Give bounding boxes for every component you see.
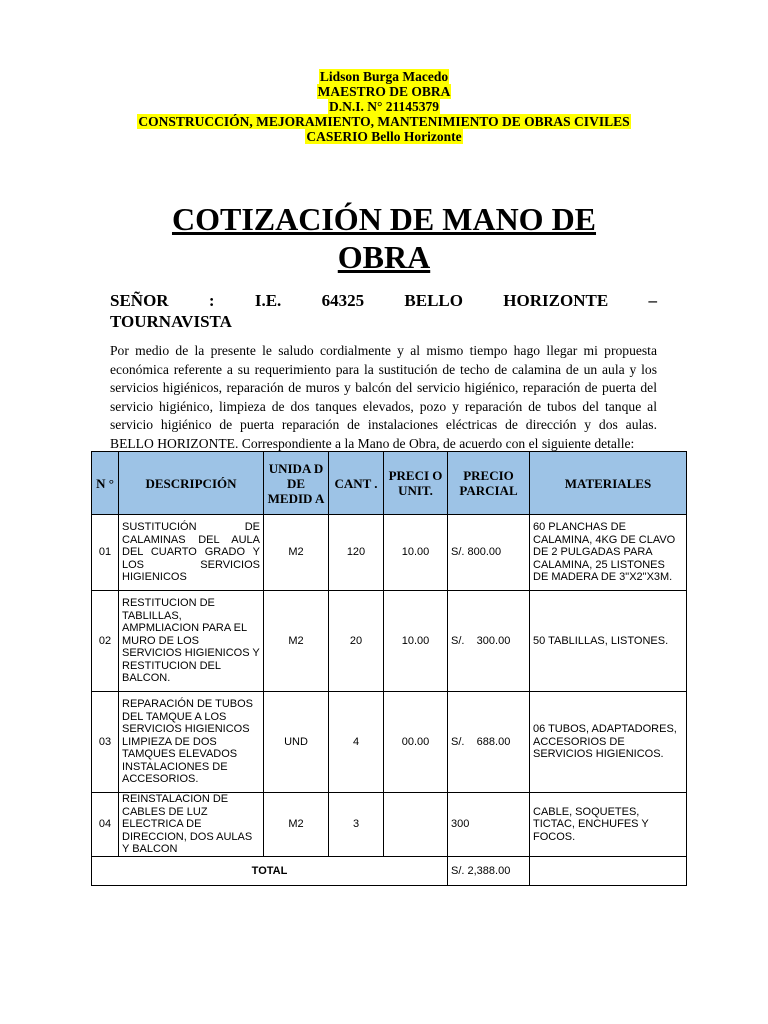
total-empty-cell: [530, 857, 687, 886]
row-unit: UND: [264, 692, 329, 793]
addressee-line-2: TOURNAVISTA: [110, 312, 232, 331]
table-row: [92, 515, 687, 591]
header-description: DESCRIPCIÓN: [119, 452, 264, 515]
table-row: [92, 591, 687, 692]
intro-paragraph: [110, 342, 657, 453]
row-quantity: 120: [329, 515, 384, 591]
addressee-dash: –: [648, 291, 657, 310]
row-unit: M2: [264, 793, 329, 857]
row-partial-price: S/. 800.00: [448, 515, 530, 591]
intro-text: Por medio de la presente le saludo cordialmente y al mismo tiempo hago llegar mi propuesta económica referente a su requerimiento para la sustitución de techo de calamina de un aula y los servicios higiénicos, reparación de muros y balcón del servicio higiénico, reparación de puerta del servicio higiénico, limpieza de dos tanques elevados, pozo y reparación de tubos del tanque al servicio higiénico de puerta reparación de instalaciones eléctricas de dirección y dos aulas.: [110, 343, 657, 432]
row-number: 04: [92, 793, 119, 857]
row-quantity: 3: [329, 793, 384, 857]
header-unit: UNIDA D DE MEDID A: [264, 452, 329, 515]
row-partial-price: S/. 300.00: [448, 591, 530, 692]
header-quantity: CANT .: [329, 452, 384, 515]
row-materials: 50 TABLILLAS, LISTONES.: [530, 591, 687, 692]
addressee-word-2: 64325: [321, 291, 365, 310]
document-title: [0, 200, 768, 276]
row-materials: 60 PLANCHAS DE CALAMINA, 4KG DE CLAVO DE 2 PULGADAS PARA CALAMINA, 25 LISTONES DE MADERA DE 3"X2"X3M.: [530, 515, 687, 591]
header-materials: MATERIALES: [530, 452, 687, 515]
header-number: N °: [92, 452, 119, 515]
title-line-2: OBRA: [337, 239, 431, 275]
row-materials: CABLE, SOQUETES, TICTAC, ENCHUFES Y FOCOS.: [530, 793, 687, 857]
row-unit-price: 10.00: [384, 515, 448, 591]
table-row: [92, 692, 687, 793]
row-description: SUSTITUCIÓN DE CALAMINAS DEL AULA DEL CUARTO GRADO Y LOS SERVICIOS HIGIENICOS: [119, 515, 264, 591]
row-partial-price: S/. 688.00: [448, 692, 530, 793]
addressee: [110, 290, 657, 332]
contractor-services: CONSTRUCCIÓN, MEJORAMIENTO, MANTENIMIENTO DE OBRAS CIVILES: [138, 114, 630, 129]
quotation-table: [91, 451, 687, 886]
contractor-dni: D.N.I. N° 21145379: [328, 99, 440, 114]
contractor-name: Lidson Burga Macedo: [319, 69, 449, 84]
row-description: REINSTALACION DE CABLES DE LUZ ELECTRICA DE DIRECCION, DOS AULAS Y BALCON: [119, 793, 264, 857]
row-materials: 06 TUBOS, ADAPTADORES, ACCESORIOS DE SERVICIOS HIGIENICOS.: [530, 692, 687, 793]
header-partial-price: PRECIO PARCIAL: [448, 452, 530, 515]
addressee-colon: :: [208, 291, 215, 310]
title-line-1: COTIZACIÓN DE MANO DE: [171, 201, 597, 237]
row-number: 01: [92, 515, 119, 591]
intro-text-last: BELLO HORIZONTE. Correspondiente a la Mano de Obra, de acuerdo con el siguiente detalle:: [110, 435, 635, 451]
row-unit-price: 00.00: [384, 692, 448, 793]
row-description: REPARACIÓN DE TUBOS DEL TAMQUE A LOS SERVICIOS HIGIENICOS LIMPIEZA DE DOS TAMQUES ELEVADOS INSTALACIONES DE ACCESORIOS.: [119, 692, 264, 793]
addressee-word-3: BELLO: [404, 291, 463, 310]
addressee-word-1: I.E.: [254, 291, 282, 310]
total-value: S/. 2,388.00: [448, 857, 530, 886]
row-description: RESTITUCION DE TABLILLAS, AMPMLIACION PARA EL MURO DE LOS SERVICIOS HIGIENICOS Y RESTITUCION DEL BALCON.: [119, 591, 264, 692]
letterhead: [0, 69, 768, 144]
addressee-word-4: HORIZONTE: [503, 291, 609, 310]
row-unit-price: [384, 793, 448, 857]
table-header-row: [92, 452, 687, 515]
row-quantity: 20: [329, 591, 384, 692]
contractor-role: MAESTRO DE OBRA: [317, 84, 451, 99]
addressee-label: SEÑOR: [110, 291, 169, 310]
row-number: 03: [92, 692, 119, 793]
row-unit-price: 10.00: [384, 591, 448, 692]
row-partial-price: 300: [448, 793, 530, 857]
row-unit: M2: [264, 515, 329, 591]
total-row: [92, 857, 687, 886]
row-quantity: 4: [329, 692, 384, 793]
row-unit: M2: [264, 591, 329, 692]
total-label: TOTAL: [92, 857, 448, 886]
header-unit-price: PRECI O UNIT.: [384, 452, 448, 515]
contractor-location: CASERIO Bello Horizonte: [306, 129, 462, 144]
table-row: [92, 793, 687, 857]
row-number: 02: [92, 591, 119, 692]
